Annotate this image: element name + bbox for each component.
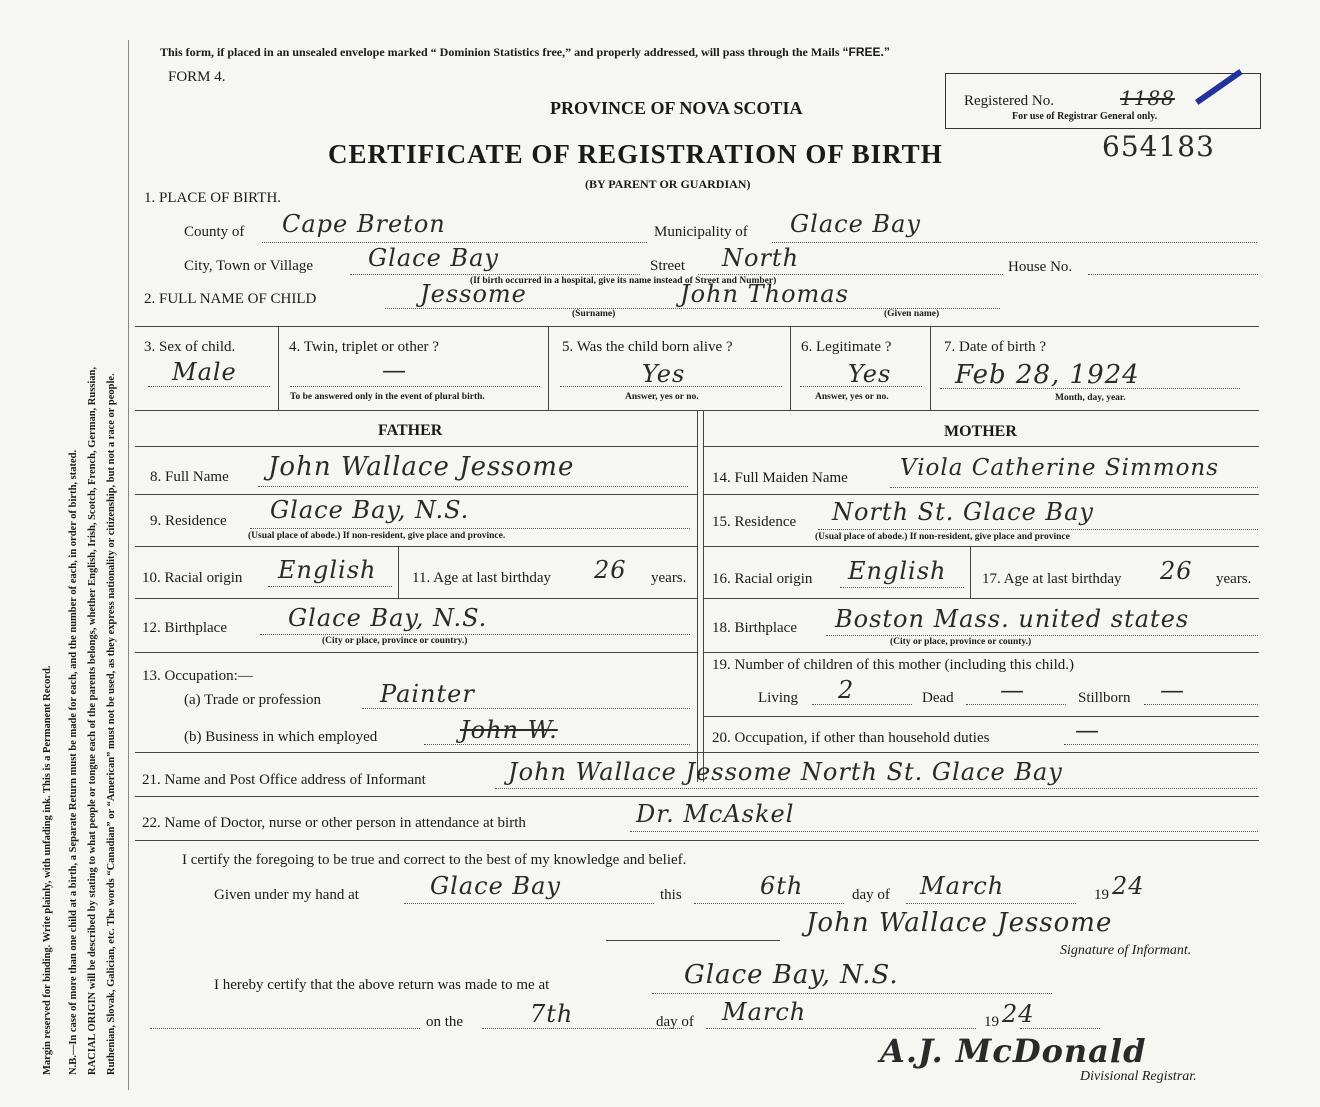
child-given-name: John Thomas [680,280,849,308]
registration-day-of-label: day of [656,1014,694,1030]
mother-race-label: 16. Racial origin [712,571,813,587]
signature-line [606,940,780,941]
father-race-value: English [278,556,377,584]
business-value: John W. [460,716,558,744]
date-of-birth-label: 7. Date of birth ? [944,339,1047,355]
registrar-signature: A.J. McDonald [880,1032,1147,1070]
postal-notice: This form, if placed in an unsealed envelope marked “ Dominion Statistics free,” and properly addressed, will pass through the Mails “FREE.” [160,45,890,59]
born-alive-note: Answer, yes or no. [625,392,699,402]
twin-value: — [382,356,407,384]
registration-year-prefix: 19 [984,1014,999,1030]
registered-number-note: For use of Registrar General only. [1012,111,1158,122]
mother-residence-label: 15. Residence [712,514,797,530]
business-label: (b) Business in which employed [184,729,378,745]
surname-note: (Surname) [572,309,616,319]
given-day-of-label: day of [852,887,890,903]
father-race-label: 10. Racial origin [142,570,243,586]
informant-signature: John Wallace Jessome [806,908,1113,938]
document-title: CERTIFICATE OF REGISTRATION OF BIRTH [328,139,943,169]
document-subtitle: (BY PARENT OR GUARDIAN) [585,177,751,191]
registration-month: March [722,998,807,1026]
certify-statement: I certify the foregoing to be true and correct to the best of my knowledge and belief. [182,852,687,868]
sex-value: Male [172,358,237,386]
father-occupation-label: 13. Occupation:— [142,668,253,684]
form-number: FORM 4. [168,69,226,85]
mother-years-label: years. [1216,571,1252,587]
trade-value: Painter [380,680,475,708]
on-the-label: on the [426,1014,464,1030]
informant-label: 21. Name and Post Office address of Informant [142,772,426,788]
registration-stamp-number: 654183 [1102,130,1215,163]
doctor-value: Dr. McAskel [636,800,795,828]
doctor-label: 22. Name of Doctor, nurse or other person in attendance at birth [142,815,526,831]
hereby-certify-label: I hereby certify that the above return was made to me at [214,977,550,993]
binding-margin-line [128,40,129,1090]
date-of-birth-note: Month, day, year. [1055,393,1126,403]
father-birthplace-note: (City or place, province or country.) [322,636,468,646]
city-label: City, Town or Village [184,258,314,274]
house-number-label: House No. [1008,259,1073,275]
informant-signature-label: Signature of Informant. [1060,943,1192,958]
stillborn-label: Stillborn [1078,690,1131,706]
margin-note-multiple-births: N.B.—In case of more than one child at a birth, a Separate Return must be made for each, and the number of each, in order of birth, stated. [68,449,79,1075]
registered-number-value: 1188 [1120,86,1175,110]
mother-birthplace-note: (City or place, province or county.) [890,637,1032,647]
stillborn-value: — [1160,676,1185,704]
father-age-value: 26 [594,556,627,584]
municipality-value: Glace Bay [790,210,921,238]
living-value: 2 [838,676,855,704]
mother-birthplace-label: 18. Birthplace [712,620,797,636]
county-value: Cape Breton [282,210,446,238]
given-month: March [920,872,1005,900]
born-alive-label: 5. Was the child born alive ? [562,339,733,355]
street-value: North [722,244,800,272]
registration-day: 7th [530,1000,574,1028]
father-name-label: 8. Full Name [150,469,229,485]
hospital-note: (If birth occurred in a hospital, give its name instead of Street and Number) [470,276,777,286]
children-count-label: 19. Number of children of this mother (including this child.) [712,657,1075,673]
given-year-prefix: 19 [1094,887,1109,903]
mother-residence-value: North St. Glace Bay [832,498,1094,526]
mother-heading: MOTHER [944,423,1017,440]
street-label: Street [650,258,685,274]
place-of-birth-heading: 1. PLACE OF BIRTH. [144,190,282,206]
province-heading: PROVINCE OF NOVA SCOTIA [550,98,803,118]
father-birthplace-label: 12. Birthplace [142,620,227,636]
father-name-value: John Wallace Jessome [268,452,575,482]
rule [135,326,1259,327]
informant-value: John Wallace Jessome North St. Glace Bay [508,758,1063,786]
municipality-label: Municipality of [654,224,748,240]
dead-value: — [1000,676,1025,704]
mother-name-label: 14. Full Maiden Name [712,470,848,486]
given-year: 24 [1112,872,1145,900]
sex-label: 3. Sex of child. [144,339,236,355]
this-label: this [660,887,682,903]
father-residence-label: 9. Residence [150,513,227,529]
given-name-note: (Given name) [884,309,940,319]
mother-residence-note: (Usual place of abode.) If non-resident, give place and province [815,532,1070,542]
father-residence-value: Glace Bay, N.S. [270,496,470,524]
legitimate-label: 6. Legitimate ? [801,339,892,355]
registration-year: 24 [1002,1000,1035,1028]
twin-note: To be answered only in the event of plural birth. [290,392,485,402]
mother-race-value: English [848,557,947,585]
father-years-label: years. [651,570,687,586]
child-name-label: 2. FULL NAME OF CHILD [144,291,317,307]
mother-age-value: 26 [1160,557,1193,585]
mother-birthplace-value: Boston Mass. united states [835,605,1190,633]
father-age-label: 11. Age at last birthday [412,570,551,586]
born-alive-value: Yes [642,360,686,388]
mother-occupation-label: 20. Occupation, if other than household duties [712,730,990,746]
margin-note-racial-origin: RACIAL ORIGIN will be described by stating to what people or tongue each of the parents belongs, whether English, Irish, Scotch, French, German, Russian, [87,366,98,1075]
father-heading: FATHER [378,422,443,439]
given-at-label: Given under my hand at [214,887,359,903]
living-label: Living [758,690,798,706]
county-label: County of [184,224,245,240]
given-at-place: Glace Bay [430,872,561,900]
mother-occupation-value: — [1075,716,1100,744]
date-of-birth-value: Feb 28, 1924 [955,360,1140,390]
city-value: Glace Bay [368,244,499,272]
registrar-signature-label: Divisional Registrar. [1080,1069,1197,1084]
given-day: 6th [760,872,804,900]
twin-label: 4. Twin, triplet or other ? [289,339,439,355]
dead-label: Dead [922,690,954,706]
margin-note-nationality: Ruthenian, Slovak, Galician, etc. The words “Canadian” or “American” must not be used, as they express nationality or citizenship, but not a race or people. [106,373,117,1075]
margin-note-binding: Margin reserved for binding. Write plainly, with unfading ink. This is a Permanent Record. [42,665,53,1075]
father-residence-note: (Usual place of abode.) If non-resident, give place and province. [248,531,506,541]
mother-age-label: 17. Age at last birthday [982,571,1122,587]
trade-label: (a) Trade or profession [184,692,322,708]
mother-name-value: Viola Catherine Simmons [900,455,1220,481]
registration-place: Glace Bay, N.S. [684,960,899,990]
father-birthplace-value: Glace Bay, N.S. [288,604,488,632]
legitimate-note: Answer, yes or no. [815,392,889,402]
legitimate-value: Yes [848,360,892,388]
child-surname: Jessome [420,280,527,308]
registered-number-label: Registered No. [964,93,1054,109]
